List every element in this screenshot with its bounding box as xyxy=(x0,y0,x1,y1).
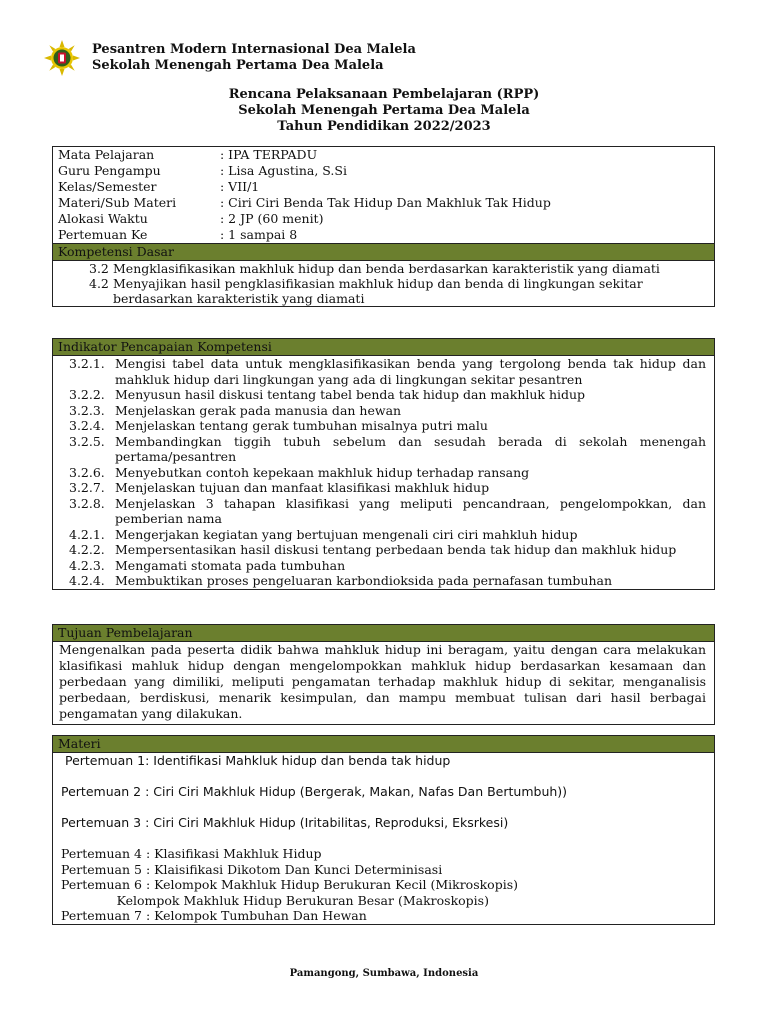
indikator-text: Mengerjakan kegiatan yang bertujuan mengenali ciri ciri mahkluh hidup xyxy=(115,526,578,542)
school-name xyxy=(92,42,416,74)
info-value: : VII/1 xyxy=(220,179,260,194)
document-header xyxy=(44,40,724,80)
indikator-number: 3.2.4. xyxy=(69,418,105,433)
tujuan-table xyxy=(52,624,715,725)
info-row xyxy=(53,163,714,179)
school-name-line1: Pesantren Modern Internasional Dea Malela xyxy=(92,42,416,57)
indikator-item xyxy=(53,356,714,387)
school-logo-icon xyxy=(44,40,80,76)
kompetensi-heading: Kompetensi Dasar xyxy=(53,243,714,261)
kompetensi-item xyxy=(53,276,714,306)
materi-pertemuan-2: Pertemuan 2 : Ciri Ciri Makhluk Hidup (Bergerak, Makan, Nafas Dan Bertumbuh)) xyxy=(61,784,568,799)
indikator-item xyxy=(53,527,714,543)
indikator-number: 4.2.3. xyxy=(69,557,105,573)
indikator-item xyxy=(53,542,714,558)
indikator-text: Menjelaskan tentang gerak tumbuhan misalnya putri malu xyxy=(115,418,488,433)
indikator-number: 4.2.1. xyxy=(69,526,105,542)
materi-pertemuan-6: Pertemuan 6 : Kelompok Makhluk Hidup Berukuran Kecil (Mikroskopis) xyxy=(61,877,518,892)
info-row xyxy=(53,179,714,195)
tujuan-text: Mengenalkan pada peserta didik bahwa mahkluk hidup ini beragam, yaitu dengan cara melakukan klasifikasi mahluk hidup dengan mengelompokkan mahkluk hidup berdasarkan kesamaan dan perbedaan yang dimiliki, meliputi pengamatan terhadap makhluk hidup di sekitar, menganalisis perbedaan, berdiskusi, menarik kesimpulan, dan mampu membuat tulisan dari hasil berbagai pengamatan yang dilakukan. xyxy=(59,642,706,721)
indikator-number: 3.2.7. xyxy=(69,480,105,495)
materi-pertemuan-7: Pertemuan 7 : Kelompok Tumbuhan Dan Hewan xyxy=(61,908,367,923)
materi-pertemuan-4: Pertemuan 4 : Klasifikasi Makhluk Hidup xyxy=(61,846,322,861)
indikator-item xyxy=(53,418,714,434)
info-value: : 2 JP (60 menit) xyxy=(220,211,324,226)
indikator-number: 3.2.2. xyxy=(69,387,105,402)
indikator-item xyxy=(53,480,714,496)
info-key: Materi/Sub Materi xyxy=(58,195,177,210)
title-line3: Tahun Pendidikan 2022/2023 xyxy=(277,119,491,134)
indikator-table xyxy=(52,338,715,590)
indikator-text: Menyusun hasil diskusi tentang tabel benda tak hidup dan makhluk hidup xyxy=(115,387,586,402)
indikator-text: Menyebutkan contoh kepekaan makhluk hidup terhadap ransang xyxy=(115,464,530,480)
indikator-number: 3.2.5. xyxy=(69,433,105,449)
info-row xyxy=(53,227,714,243)
indikator-item xyxy=(53,465,714,481)
indikator-item xyxy=(53,387,714,403)
kompetensi-item xyxy=(53,261,714,276)
indikator-text: Mengamati stomata pada tumbuhan xyxy=(115,557,346,573)
indikator-item xyxy=(53,496,714,527)
indikator-number: 4.2.4. xyxy=(69,573,105,588)
indikator-number: 3.2.8. xyxy=(69,495,105,511)
info-value: : IPA TERPADU xyxy=(220,147,318,162)
indikator-text: Menjelaskan 3 tahapan klasifikasi yang meliputi pencandraan, pengelompokkan, dan pemberian nama xyxy=(115,495,706,526)
tujuan-heading: Tujuan Pembelajaran xyxy=(53,625,714,642)
indikator-item xyxy=(53,558,714,574)
identity-table xyxy=(52,146,715,307)
kompetensi-text: Mengklasifikasikan makhluk hidup dan benda berdasarkan karakteristik yang diamati xyxy=(113,261,660,276)
document-title xyxy=(0,87,768,135)
info-row xyxy=(53,195,714,211)
indikator-item xyxy=(53,573,714,589)
indikator-text: Mempersentasikan hasil diskusi tentang perbedaan benda tak hidup dan makhluk hidup xyxy=(115,542,677,557)
materi-table xyxy=(52,735,715,925)
indikator-item xyxy=(53,403,714,419)
indikator-number: 3.2.6. xyxy=(69,464,105,480)
info-value: : 1 sampai 8 xyxy=(220,227,298,242)
materi-pertemuan-6b: Kelompok Makhluk Hidup Berukuran Besar (Makroskopis) xyxy=(61,892,489,908)
info-value: : Lisa Agustina, S.Si xyxy=(220,163,347,178)
indikator-text: Menjelaskan gerak pada manusia dan hewan xyxy=(115,402,402,418)
materi-pertemuan-5: Pertemuan 5 : Klaisifikasi Dikotom Dan Kunci Determinisasi xyxy=(61,861,443,877)
info-row xyxy=(53,147,714,163)
indikator-text: Menjelaskan tujuan dan manfaat klasifikasi makhluk hidup xyxy=(115,480,490,495)
indikator-text: Membandingkan tiggih tubuh sebelum dan sesudah berada di sekolah menengah pertama/pesantren xyxy=(115,433,706,464)
indikator-heading: Indikator Pencapaian Kompetensi xyxy=(53,339,714,356)
info-key: Pertemuan Ke xyxy=(58,227,148,242)
indikator-number: 3.2.1. xyxy=(69,356,105,371)
info-key: Mata Pelajaran xyxy=(58,147,155,162)
kompetensi-number: 3.2 xyxy=(89,261,109,276)
title-line2: Sekolah Menengah Pertama Dea Malela xyxy=(238,103,530,118)
indikator-text: Mengisi tabel data untuk mengklasifikasikan benda yang tergolong benda tak hidup dan mahkluk hidup dari lingkungan yang ada di lingkungan sekitar pesantren xyxy=(115,356,706,387)
indikator-number: 3.2.3. xyxy=(69,402,105,418)
materi-heading: Materi xyxy=(53,736,714,753)
footer-location: Pamangong, Sumbawa, Indonesia xyxy=(289,968,479,979)
title-line1: Rencana Pelaksanaan Pembelajaran (RPP) xyxy=(228,87,540,102)
materi-pertemuan-3: Pertemuan 3 : Ciri Ciri Makhluk Hidup (Iritabilitas, Reproduksi, Eksrkesi) xyxy=(61,815,509,830)
kompetensi-text: Menyajikan hasil pengklasifikasian makhluk hidup dan benda di lingkungan sekitar berdasarkan karakteristik yang diamati xyxy=(113,276,643,306)
indikator-item xyxy=(53,434,714,465)
info-value: : Ciri Ciri Benda Tak Hidup Dan Makhluk Tak Hidup xyxy=(220,195,551,210)
materi-pertemuan-1: Pertemuan 1: Identifikasi Mahkluk hidup dan benda tak hidup xyxy=(61,753,451,768)
indikator-text: Membuktikan proses pengeluaran karbondioksida pada pernafasan tumbuhan xyxy=(115,573,613,588)
info-key: Guru Pengampu xyxy=(58,163,161,178)
school-name-line2: Sekolah Menengah Pertama Dea Malela xyxy=(92,58,384,73)
kompetensi-number: 4.2 xyxy=(89,276,109,291)
info-key: Kelas/Semester xyxy=(58,179,157,194)
info-key: Alokasi Waktu xyxy=(58,211,148,226)
info-row xyxy=(53,211,714,227)
indikator-number: 4.2.2. xyxy=(69,542,105,557)
